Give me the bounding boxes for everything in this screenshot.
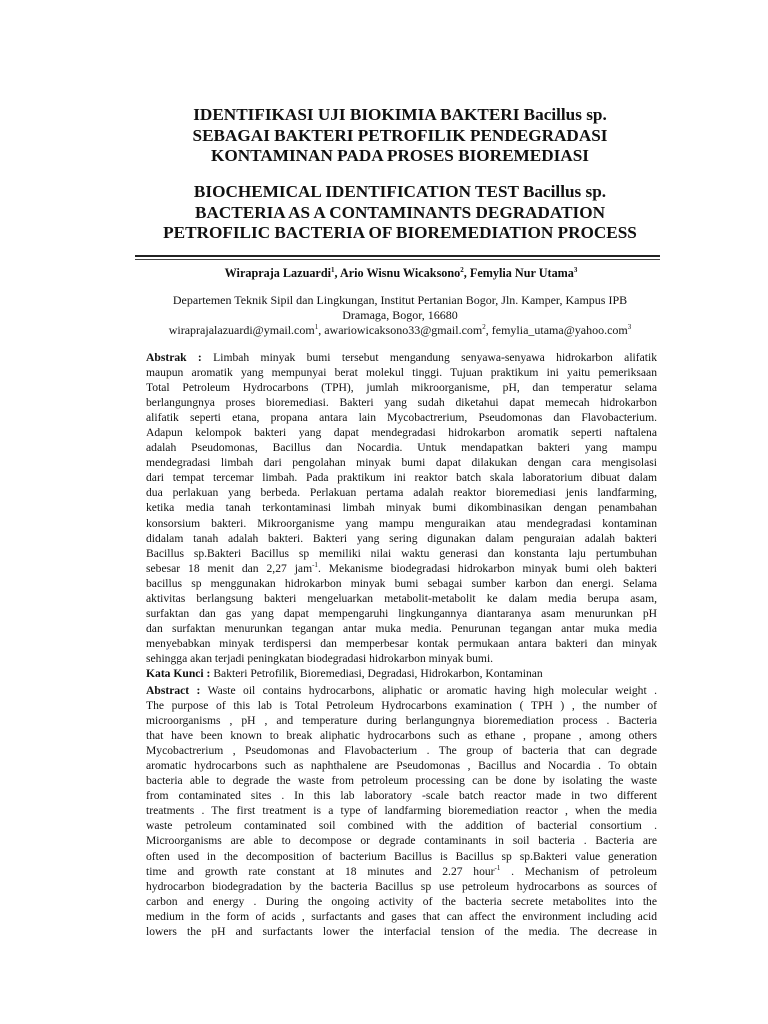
abstrak-line: aktivitas berlangsung bakteri mengeluarkan metabolit-metabolit ke dalam media berupa asam, bbox=[146, 591, 657, 605]
abstrak-line: Bacillus sp.Bakteri Bacillus sp memiliki nilai waktu generasi dan konstanta laju pertumbuhan bbox=[146, 546, 657, 560]
abstrak-line bbox=[146, 350, 657, 365]
abstrak-text: . Mekanisme biodegradasi hidrokarbon minyak bumi oleh bakteri bbox=[317, 561, 657, 575]
email-3: femylia_utama@yahoo.com bbox=[491, 323, 628, 337]
abstract-line bbox=[146, 864, 657, 879]
author-list: Wirapraja Lazuardi$^1$, Ario Wisnu Wicaksono$^2$, Femylia Nur Utama$^3$ bbox=[224, 265, 578, 280]
author-2-sup: 2 bbox=[460, 265, 464, 274]
email-2-sup: 2 bbox=[482, 323, 486, 331]
abstrak-text: sebesar 18 menit dan 2,27 jam bbox=[146, 561, 313, 575]
abstrak-section bbox=[146, 350, 657, 681]
abstrak-line: dan surfaktan menurunkan tegangan antar muka media. Penurunan tegangan antar muka media bbox=[146, 621, 657, 635]
abstract-line bbox=[146, 683, 657, 698]
abstrak-line: dari tempat tercemar limbah. Pada praktikum ini reaktor batch skala laboratorium dibuat dalam bbox=[146, 471, 657, 485]
abstrak-sup: -1 bbox=[312, 560, 318, 569]
author-1-sup: 1 bbox=[331, 265, 335, 274]
abstrak-text: Limbah minyak bumi tersebut mengandung senyawa-senyawa hidrokarbon alifatik bbox=[201, 351, 657, 364]
abstract-text: Waste oil contains hydrocarbons, aliphatic or aromatic having high molecular weight . bbox=[200, 684, 657, 697]
abstrak-line: mendegradasi limbah dari pengolahan minyak bumi dapat dilakukan dengan cara mengisolasi bbox=[146, 456, 657, 470]
email-1: wiraprajalazuardi@ymail.com bbox=[168, 323, 315, 337]
abstract-label: Abstract : bbox=[146, 684, 201, 697]
abstract-line: treatments . The first treatment is a type of landfarming bioremediation reactor , when the media bbox=[146, 804, 657, 818]
abstract-line: that have been known to break aliphatic hydrocarbons such as ethane , propane , among others bbox=[146, 729, 657, 743]
title-english bbox=[130, 182, 670, 244]
abstrak-line: menyebabkan minyak terdispersi dan memperbesar kontak permukaan antara bakteri dan minyak bbox=[146, 636, 657, 650]
title-rule-thin bbox=[135, 259, 660, 260]
kata-kunci-label: Kata Kunci : bbox=[146, 666, 211, 680]
abstract-line: often used in the decomposition of bacterium Bacillus is Bacillus sp sp.Bakteri value generation bbox=[146, 849, 657, 863]
title-rule bbox=[135, 255, 660, 257]
author-1: Wirapraja Lazuardi bbox=[224, 266, 332, 280]
abstrak-line: surfaktan dan gas yang dapat mempengaruhi lingkungannya diantaranya asam menurunkan pH bbox=[146, 606, 657, 620]
affiliation-line-2: Dramaga, Bogor, 16680 bbox=[342, 308, 458, 322]
abstract-text: . Mechanism of petroleum bbox=[500, 864, 657, 878]
abstrak-line: sehingga akan terjadi peningkatan biodegradasi hidrokarbon minyak bumi. bbox=[146, 651, 494, 665]
author-3-sup: 3 bbox=[573, 265, 578, 274]
abstrak-line bbox=[146, 561, 657, 576]
abstract-line: Microorganisms are able to decompose or degrade contaminants in soil bacteria . Bacteria are bbox=[146, 834, 657, 848]
abstract-line: bacteria able to degrade the waste from petroleum processing can be done by isolating the waste bbox=[146, 774, 657, 788]
abstract-line: carbon and energy . During the ongoing activity of the bacteria secrete metabolites into the bbox=[146, 894, 657, 908]
title-en-line-3: PETROFILIC BACTERIA OF BIOREMEDIATION PROCESS bbox=[163, 223, 637, 242]
abstrak-line: alifatik seperti etana, propana antara lain Mycobactrerium, Pseudomonas dan Flavobacterium. bbox=[146, 411, 657, 425]
abstrak-line: didalam tanah adalah bakteri. Bakteri yang sering digunakan dalam penguraian adalah bakteri bbox=[146, 531, 657, 545]
title-id-line-1: IDENTIFIKASI UJI BIOKIMIA BAKTERI Bacillus sp. bbox=[193, 105, 607, 124]
abstract-line: aromatic hydrocarbons such as naphthalene are Pseudomonas , Bacillus and Nocardia . To obtain bbox=[146, 759, 657, 773]
abstrak-line: konsorsium bakteri. Mikroorganisme yang mampu menguraikan atau mendegradasi kontaminan bbox=[146, 516, 657, 530]
abstrak-label: Abstrak : bbox=[146, 351, 202, 364]
title-id-line-2: SEBAGAI BAKTERI PETROFILIK PENDEGRADASI bbox=[192, 125, 608, 145]
abstract-line: waste petroleum contaminated soil combined with the addition of bacterial consortium . bbox=[146, 819, 657, 833]
abstrak-line: ketika media tanah terkontaminasi limbah minyak bumi dikombinasikan dengan penambahan bbox=[146, 501, 657, 515]
kata-kunci-text: Bakteri Petrofilik, Bioremediasi, Degradasi, Hidrokarbon, Kontaminan bbox=[210, 666, 543, 680]
abstract-line: from contaminated sites . In this lab laboratory -scale batch reactor made in two different bbox=[146, 789, 657, 803]
title-en-line-1: BIOCHEMICAL IDENTIFICATION TEST Bacillus sp. bbox=[193, 182, 607, 201]
abstrak-line: berlangungnya proses bioremediasi. Bakteri yang sudah diketahui dapat memecah hidrokarbon bbox=[146, 396, 657, 410]
title-indonesian bbox=[140, 105, 660, 167]
email-1-sup: 1 bbox=[314, 323, 319, 331]
title-en-line-2: BACTERIA AS A CONTAMINANTS DEGRADATION bbox=[194, 202, 606, 222]
abstract-line: microorganisms , pH , and temperature during berlangungnya bioremediation process . Bacteria bbox=[146, 714, 657, 728]
title-id-line-3: KONTAMINAN PADA PROSES BIOREMEDIASI bbox=[210, 146, 589, 165]
author-3: Femylia Nur Utama bbox=[469, 266, 574, 280]
abstrak-line: Adapun kelompok bakteri yang dapat mendegradasi hidrokarbon aromatik seperti naftalena bbox=[146, 426, 657, 440]
abstract-line: The purpose of this lab is Total Petroleum Hydrocarbons examination ( TPH ) , the number of bbox=[146, 699, 657, 713]
abstract-english-section bbox=[146, 683, 657, 939]
abstrak-line: Total Petroleum Hydrocarbons (TPH), jumlah mikroorganisme, pH, dan temperatur selama bbox=[146, 381, 657, 395]
author-2: Ario Wisnu Wicaksono bbox=[339, 266, 461, 280]
abstrak-line: maupun aromatik yang mempunyai berat molekul tinggi. Tujuan praktikum ini yaitu pemeriksaan bbox=[146, 366, 657, 380]
abstrak-line: adalah Pseudomonas, Bacillus dan Nocardia. Untuk mendapatkan bakteri yang mampu bbox=[146, 441, 657, 455]
affiliation bbox=[140, 293, 660, 338]
abstract-text: time and growth rate constant at 18 minutes and 2.27 hour bbox=[146, 864, 495, 878]
email-2: awariowicaksono33@gmail.com bbox=[324, 323, 483, 337]
abstrak-line: bacillus sp menggunakan hidrokarbon minyak bumi sebagai sumber karbon dan energi. Selama bbox=[146, 576, 657, 590]
email-3-sup: 3 bbox=[627, 323, 632, 331]
abstract-line: Mycobactrerium , Pseudomonas and Flavobacterium . The group of bacteria that can degrade bbox=[146, 744, 657, 758]
abstract-sup: -1 bbox=[494, 863, 501, 872]
abstrak-line: dua perlakuan yang berbeda. Perlakuan pertama adalah reaktor bioremediasi jenis landfarming, bbox=[146, 486, 657, 500]
kata-kunci-line bbox=[146, 666, 657, 681]
email-line: wiraprajalazuardi@ymail.com$^1$, awariowicaksono33@gmail.com$^2$, femylia_utama@yahoo.com$^3$ bbox=[168, 323, 632, 337]
abstract-line: hydrocarbon biodegradation by the bacteria Bacillus sp use petroleum hydrocarbons as sources of bbox=[146, 879, 657, 893]
abstract-line: lowers the pH and surfactants lower the interfacial tension of the media. The decrease in bbox=[146, 924, 657, 938]
affiliation-line-1: Departemen Teknik Sipil dan Lingkungan, Institut Pertanian Bogor, Jln. Kamper, Kampus IPB bbox=[172, 293, 628, 307]
abstract-line: medium in the form of acids , surfactants and gases that can affect the environment including acid bbox=[146, 909, 657, 923]
